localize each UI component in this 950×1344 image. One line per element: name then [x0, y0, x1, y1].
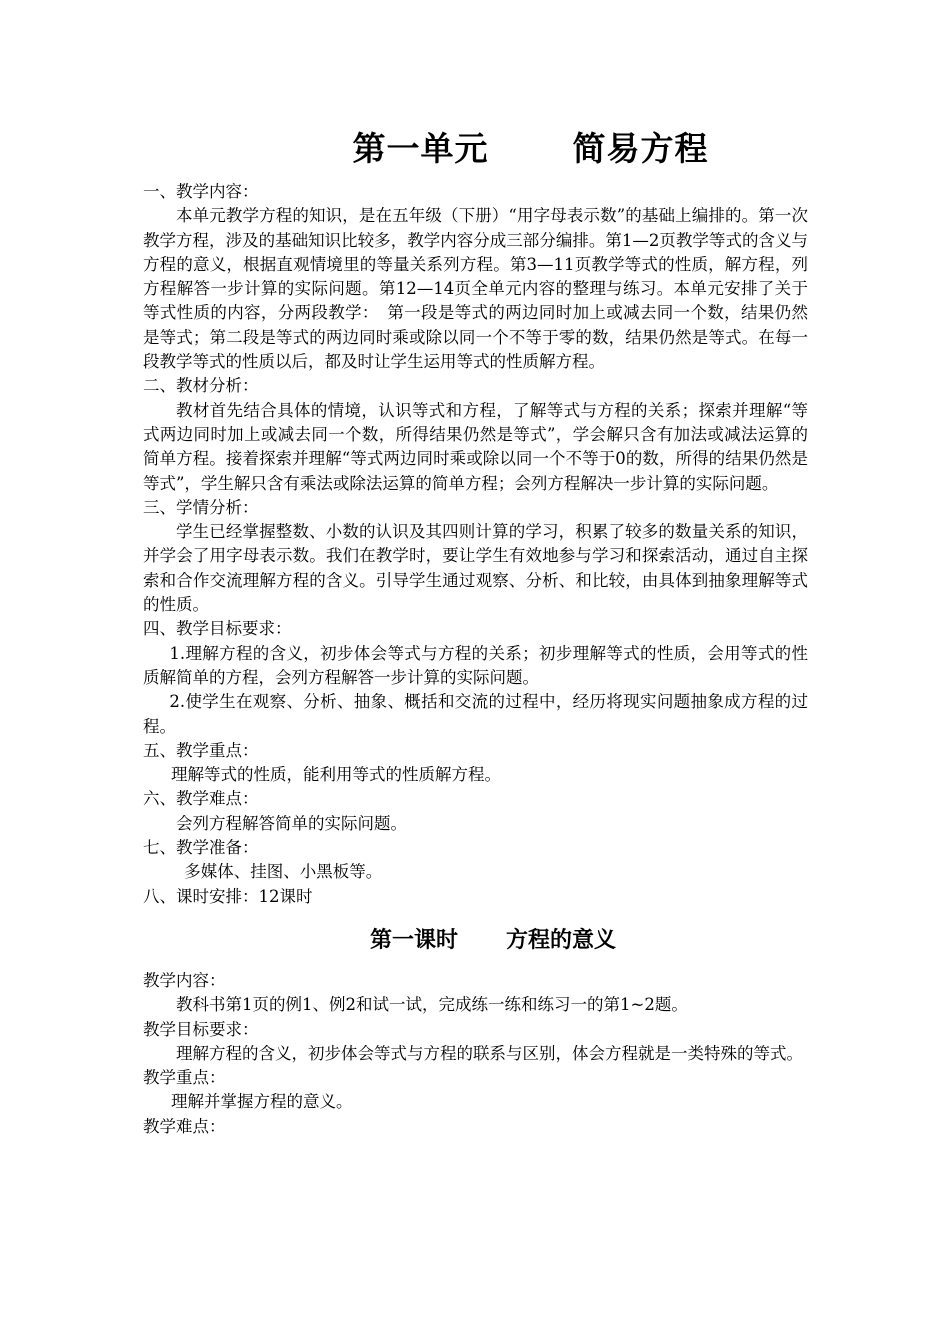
lesson-title-topic: 方程的意义: [506, 927, 617, 953]
section-heading-schedule: 八、课时安排：12课时: [143, 886, 313, 906]
section-heading-difficulties: 六、教学难点：: [143, 789, 259, 809]
unit-title-number: 第一单元: [352, 129, 489, 168]
section-heading-key-points: 五、教学重点：: [143, 740, 259, 760]
section-body-preparation: 多媒体、挂图、小黑板等。: [184, 862, 383, 882]
lesson-title: [143, 921, 808, 961]
section-body-content: 本单元教学方程的知识，是在五年级（下册）“用字母表示数”的基础上编排的。第一次教学方程，涉及的基础知识比较多，教学内容分成三部分编排。第1—2页教学等式的含义与方程的意义，根据直观情境里的等量关系列方程。第3—11页教学等式的性质，解方程，列方程解答一步计算的实际问题。第12—14页全单元内容的整理与练习。本单元安排了关于等式性质的内容，分两段教学： 第一段是等式的两边同时加上或减去同一个数，结果仍然是等式；第二段是等式的两边同时乘或除以同一个不等于零的数，结果仍然是等式。在每一段教学等式的性质以后，都及时让学生运用等式的性质解方程。: [143, 206, 808, 372]
lesson-goals-body: 理解方程的含义，初步体会等式与方程的联系与区别，体会方程就是一类特殊的等式。: [176, 1043, 803, 1063]
section-heading-content: 一、教学内容：: [143, 182, 259, 201]
goal-item-2: 2.使学生在观察、分析、抽象、概括和交流的过程中，经历将现实问题抽象成方程的过程。: [143, 692, 808, 736]
section-body-key-points: 理解等式的性质，能利用等式的性质解方程。: [171, 765, 502, 785]
section-body-material: 教材首先结合具体的情境，认识等式和方程，了解等式与方程的关系；探索并理解“等式两边同时加上或减去同一个数，所得结果仍然是等式”，学会解只含有加法或减法运算的简单方程。接着探索并理解“等式两边同时乘或除以同一个不等于0的数，所得的结果仍然是等式”，学生解只含有乘法或除法运算的简单方程；会列方程解决一步计算的实际问题。: [143, 400, 808, 493]
lesson-difficulty-heading: 教学难点：: [143, 1116, 226, 1136]
section-heading-preparation: 七、教学准备：: [143, 838, 259, 858]
section-heading-goals: 四、教学目标要求：: [143, 619, 292, 639]
unit-title-topic: 简易方程: [572, 129, 709, 168]
goal-item-1: 1.理解方程的含义，初步体会等式与方程的关系；初步理解等式的性质，会用等式的性质解简单的方程，会列方程解答一步计算的实际问题。: [143, 643, 808, 687]
document-page: [143, 122, 808, 1139]
lesson-goals-heading: 教学目标要求：: [143, 1019, 259, 1039]
lesson-content-body: 教科书第1页的例1、例2和试一试，完成练一练和练习一的第1~2题。: [176, 995, 688, 1015]
lesson-title-number: 第一课时: [369, 927, 458, 953]
section-body-students: 学生已经掌握整数、小数的认识及其四则计算的学习，积累了较多的数量关系的知识，并学会了用字母表示数。我们在教学时，要让学生有效地参与学习和探索活动，通过自主探索和合作交流理解方程的含义。引导学生通过观察、分析、和比较，由具体到抽象理解等式的性质。: [143, 522, 808, 615]
section-heading-students: 三、学情分析：: [143, 497, 259, 517]
lesson-key-heading: 教学重点：: [143, 1068, 226, 1088]
section-heading-material: 二、教材分析：: [143, 376, 259, 396]
section-body-difficulties: 会列方程解答简单的实际问题。: [176, 813, 407, 833]
unit-title: [143, 122, 808, 176]
lesson-content-heading: 教学内容：: [143, 970, 226, 990]
lesson-key-body: 理解并掌握方程的意义。: [171, 1092, 353, 1112]
